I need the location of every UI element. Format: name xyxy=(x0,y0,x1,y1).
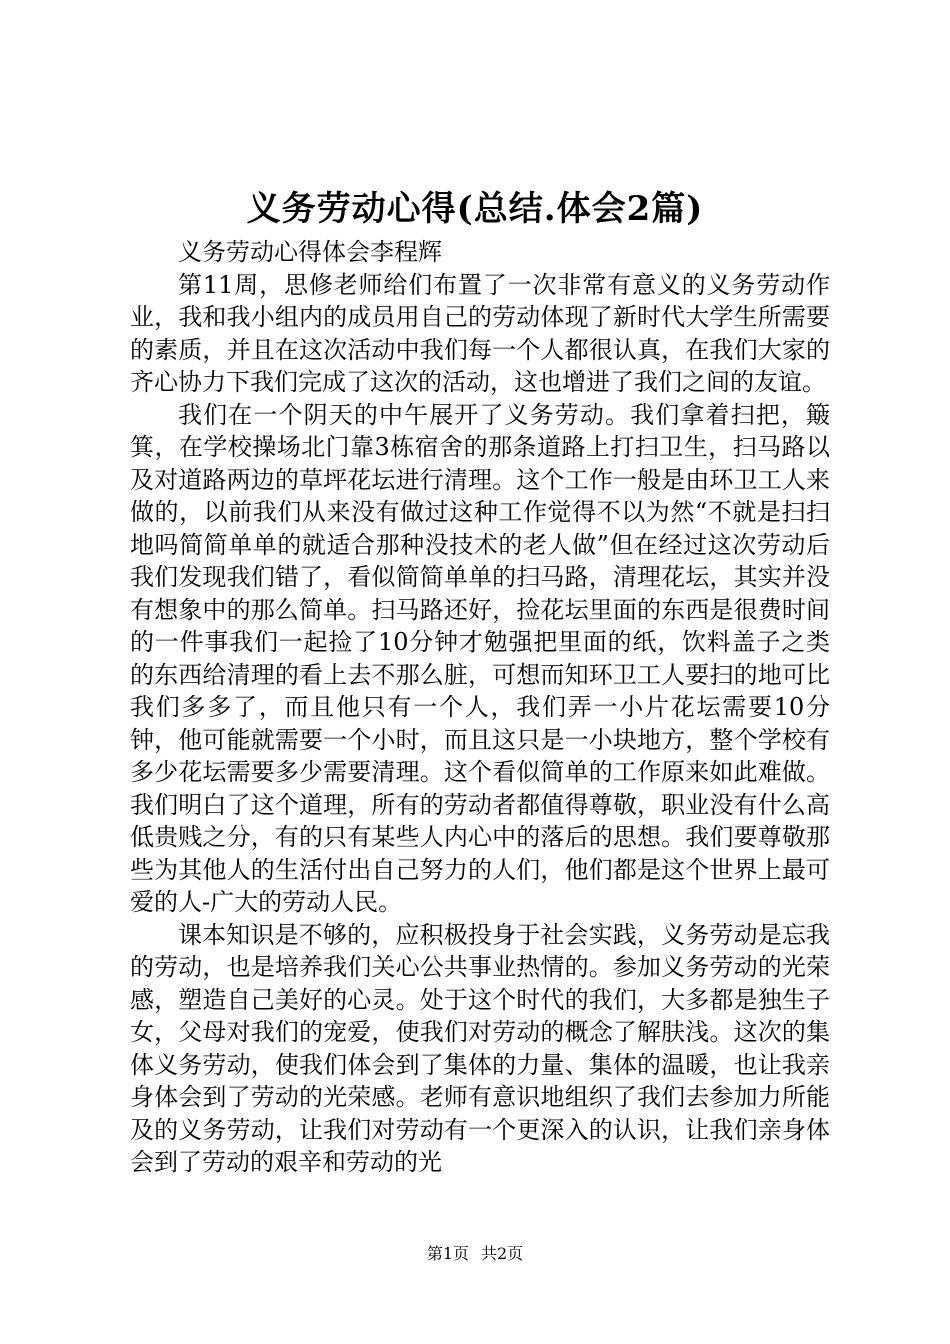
body-paragraph-1: 第11周，思修老师给们布置了一次非常有意义的义务劳动作业，我和我小组内的成员用自己的劳动体现了新时代大学生所需要的素质，并且在这次活动中我们每一个人都很认真，在我们大家的齐心协力下我们完成了这次的活动，这也增进了我们之间的友谊。 xyxy=(130,270,830,396)
document-body xyxy=(130,236,830,1179)
body-paragraph-subtitle: 义务劳动心得体会李程辉 xyxy=(178,238,442,266)
document-title: 义务劳动心得(总结.体会2篇) xyxy=(246,189,704,229)
body-paragraph-2: 我们在一个阴天的中午展开了义务劳动。我们拿着扫把，簸箕，在学校操场北门靠3栋宿舍的那条道路上打扫卫生，扫马路以及对道路两边的草坪花坛进行清理。这个工作一般是由环卫工人来做的，以前我们从来没有做过这种工作觉得不以为然“不就是扫扫地吗简简单单的就适合那种没技术的老人做”但在经过这次劳动后我们发现我们错了，看似简简单单的扫马路，清理花坛，其实并没有想象中的那么简单。扫马路还好，捡花坛里面的东西是很费时间的一件事我们一起捡了10分钟才勉强把里面的纸，饮料盖子之类的东西给清理的看上去不那么脏，可想而知环卫工人要扫的地可比我们多多了，而且他只有一个人，我们弄一小片花坛需要10分钟，他可能就需要一个小时，而且这只是一小块地方，整个学校有多少花坛需要多少需要清理。这个看似简单的工作原来如此难做。我们明白了这个道理，所有的劳动者都值得尊敬，职业没有什么高低贵贱之分，有的只有某些人内心中的落后的思想。我们要尊敬那些为其他人的生活付出自己努力的人们，他们都是这个世界上最可爱的人-广大的劳动人民。 xyxy=(130,400,830,916)
page-footer xyxy=(0,1243,950,1265)
body-paragraph-3: 课本知识是不够的，应积极投身于社会实践，义务劳动是忘我的劳动，也是培养我们关心公共事业热情的。参加义务劳动的光荣感，塑造自己美好的心灵。处于这个时代的我们，大多都是独生子女，父母对我们的宠爱，使我们对劳动的概念了解肤浅。这次的集体义务劳动，使我们体会到了集体的力量、集体的温暖，也让我亲身体会到了劳动的光荣感。老师有意识地组织了我们去参加力所能及的义务劳动，让我们对劳动有一个更深入的认识，让我们亲身体会到了劳动的艰辛和劳动的光 xyxy=(130,920,830,1176)
page-number-current: 第1页 xyxy=(426,1244,469,1263)
page-number-total: 共2页 xyxy=(481,1244,524,1263)
